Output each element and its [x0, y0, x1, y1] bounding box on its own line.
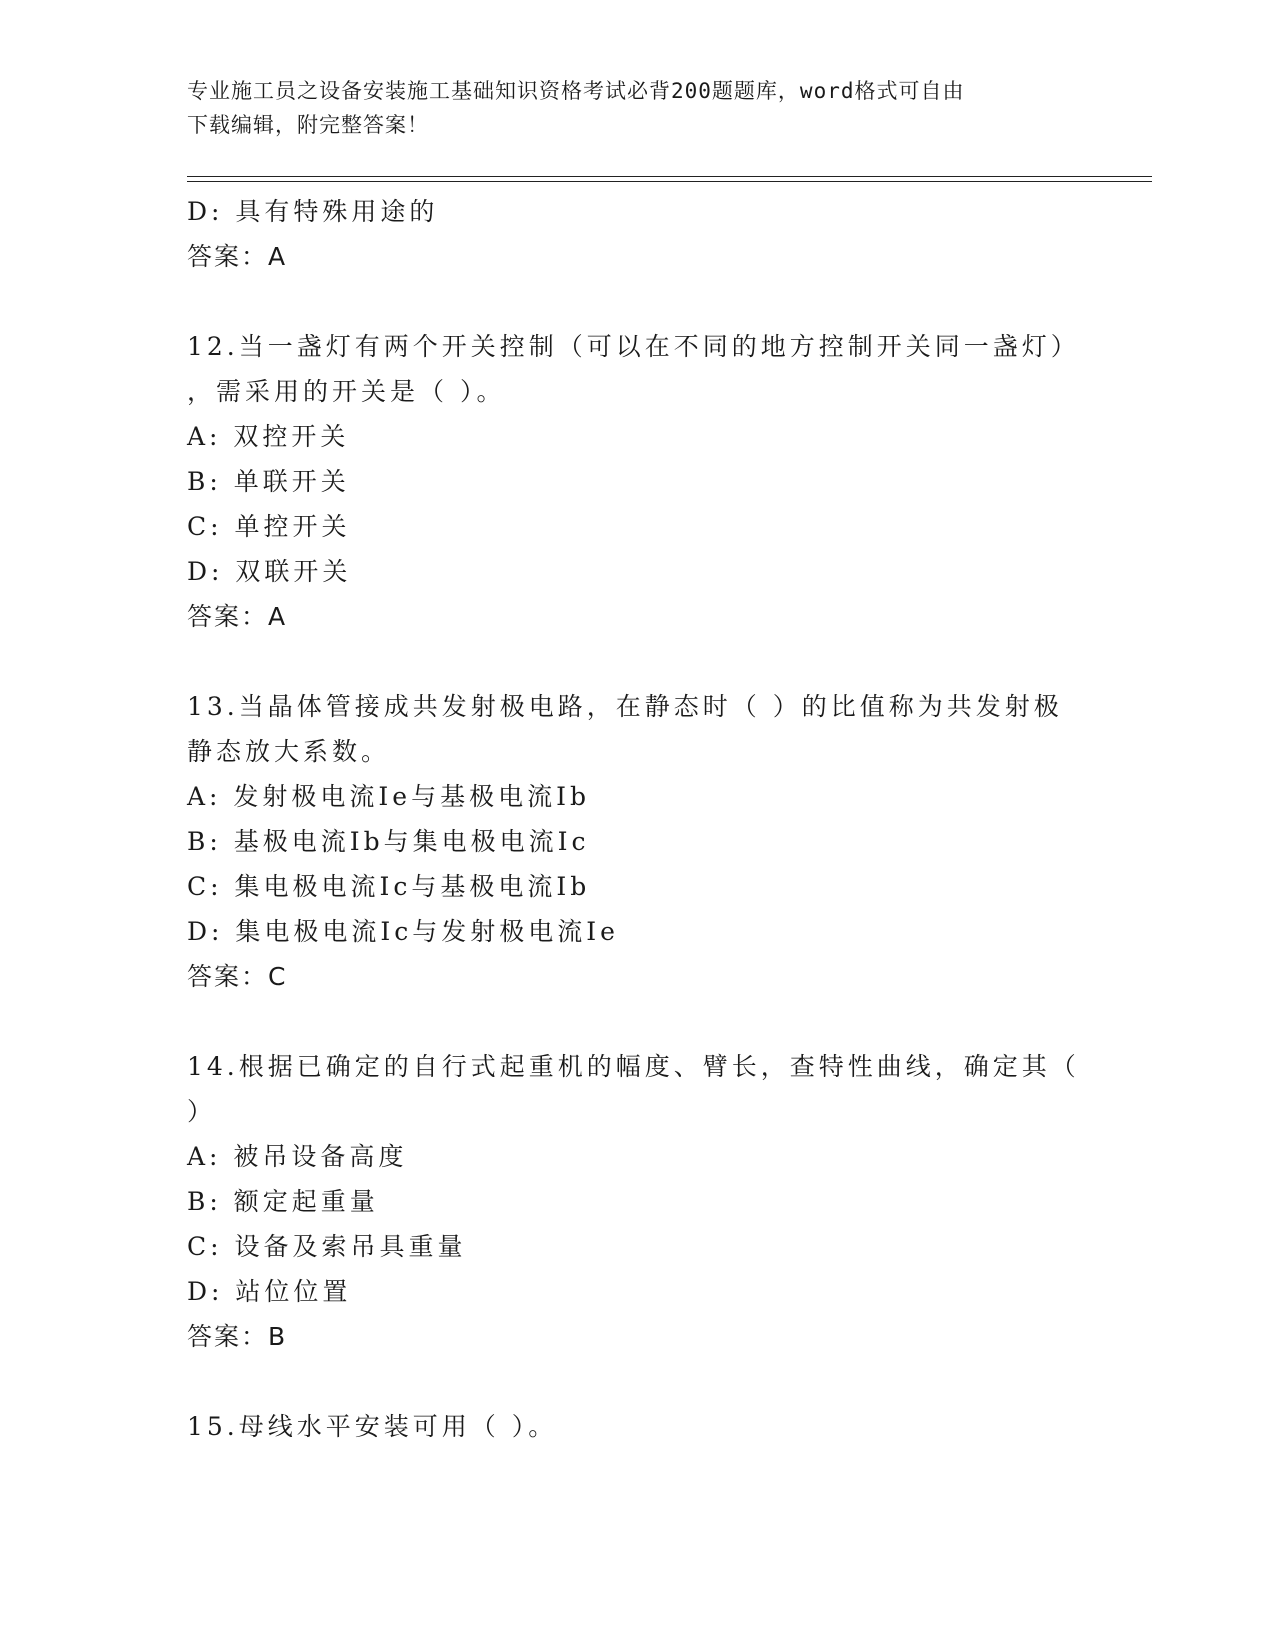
header-line-1: 专业施工员之设备安装施工基础知识资格考试必背200题题库，word格式可自由 — [187, 79, 965, 103]
option-a: A: 被吊设备高度 — [187, 1142, 408, 1171]
question-stem-continued: ，需采用的开关是（ ）。 — [187, 377, 506, 406]
question-stem: 14.根据已确定的自行式起重机的幅度、臂长，查特性曲线，确定其（ — [187, 1052, 1080, 1081]
question-13 — [187, 684, 1087, 999]
option-b: B: 额定起重量 — [187, 1187, 379, 1216]
header-line-2: 下载编辑，附完整答案！ — [187, 113, 429, 137]
option-d: D: 集电极电流Ic与发射极电流Ie — [187, 917, 619, 946]
question-list — [187, 189, 1087, 1449]
option-a: A: 双控开关 — [187, 422, 350, 451]
question-12 — [187, 324, 1087, 639]
option-b: B: 基极电流Ib与集电极电流Ic — [187, 827, 590, 856]
option-c: C: 单控开关 — [187, 512, 351, 541]
question-stem: 15.母线水平安装可用（ ）。 — [187, 1412, 558, 1441]
header-divider-bottom — [187, 181, 1152, 182]
header-divider-top — [187, 176, 1152, 177]
option-a: A: 发射极电流Ie与基极电流Ib — [187, 782, 590, 811]
question-stem: 12.当一盏灯有两个开关控制（可以在不同的地方控制开关同一盏灯） — [187, 332, 1080, 361]
answer-label: 答案：C — [187, 962, 288, 991]
question-14 — [187, 1044, 1087, 1359]
document-header — [187, 74, 1087, 142]
option-c: C: 设备及索吊具重量 — [187, 1232, 467, 1261]
option-c: C: 集电极电流Ic与基极电流Ib — [187, 872, 591, 901]
question-stem-continued: ） — [187, 1097, 217, 1126]
question-stem: 13.当晶体管接成共发射极电路，在静态时（ ）的比值称为共发射极 — [187, 692, 1063, 721]
answer-label: 答案：A — [187, 242, 288, 271]
option-d: D: 具有特殊用途的 — [187, 197, 439, 226]
answer-label: 答案：B — [187, 1322, 288, 1351]
question-15 — [187, 1404, 1087, 1449]
option-d: D: 双联开关 — [187, 557, 352, 586]
answer-label: 答案：A — [187, 602, 288, 631]
option-b: B: 单联开关 — [187, 467, 350, 496]
question-stem-continued: 静态放大系数。 — [187, 737, 391, 766]
option-d: D: 站位位置 — [187, 1277, 352, 1306]
